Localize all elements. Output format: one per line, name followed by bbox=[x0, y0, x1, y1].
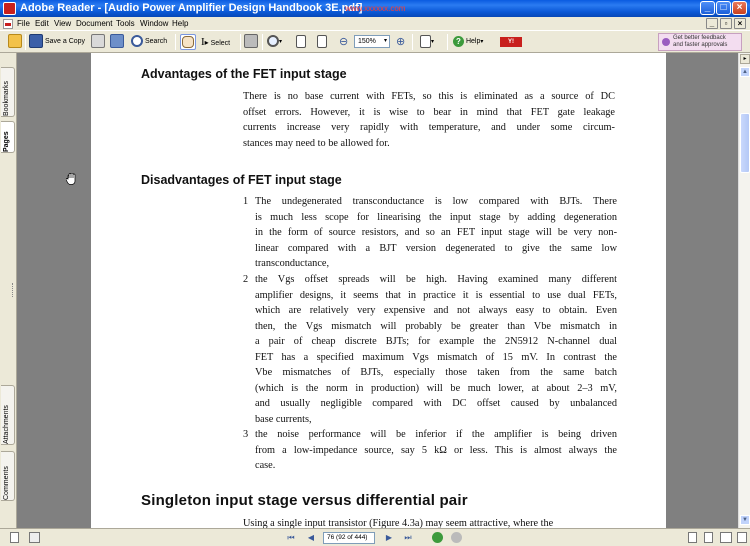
next-view-icon[interactable] bbox=[451, 532, 462, 543]
text-line: then, the Vgs mismatch will probably be greater than Vbe mismatch in bbox=[255, 320, 617, 332]
select-label: Select bbox=[210, 40, 231, 47]
close-button[interactable]: × bbox=[732, 1, 747, 15]
zoom-in-icon: ⊕ bbox=[396, 36, 406, 48]
panel-resize-grip[interactable] bbox=[12, 283, 15, 297]
tab-comments[interactable] bbox=[1, 451, 15, 501]
list-item-number: 3 bbox=[243, 429, 249, 440]
document-workspace[interactable] bbox=[17, 53, 738, 528]
menu-bar bbox=[0, 17, 750, 31]
chevron-down-icon: ▾ bbox=[480, 39, 484, 45]
tab-attachments-label: Attachments bbox=[3, 405, 10, 444]
yahoo-toolbar-button[interactable] bbox=[500, 34, 522, 50]
doc-restore-button[interactable]: ▫ bbox=[720, 18, 732, 29]
text-line: FET has a specified maximum Vgs mismatch of 15 mV. In contrast the bbox=[255, 351, 617, 363]
menu-document[interactable]: Document bbox=[76, 19, 113, 28]
text-line: offset errors. However, it is wise to bear in mind that FET gate leakage bbox=[243, 106, 615, 118]
scroll-up-arrow-icon[interactable]: ▲ bbox=[740, 67, 750, 77]
camera-icon bbox=[244, 34, 258, 48]
tab-bookmarks[interactable] bbox=[1, 67, 15, 117]
text-line: linear compared with a BJT version degenerated to give the same low bbox=[255, 242, 617, 254]
zoom-out-icon: ⊖ bbox=[339, 36, 349, 48]
continuous-icon[interactable] bbox=[704, 532, 713, 543]
page-number-input[interactable]: 76 (92 of 444) bbox=[323, 532, 375, 544]
navigation-panel bbox=[0, 53, 17, 528]
text-line-partial: Using a single input transistor (Figure 4.3a) may seem attractive, where the bbox=[243, 518, 554, 528]
zoom-level-input[interactable] bbox=[354, 35, 390, 48]
facing-icon[interactable] bbox=[720, 532, 732, 543]
heading-disadvantages: Disadvantages of FET input stage bbox=[141, 173, 342, 187]
hand-cursor-icon bbox=[66, 173, 77, 185]
heading-singleton-vs-differential: Singleton input stage versus differential pair bbox=[141, 492, 468, 509]
help-button[interactable] bbox=[453, 34, 483, 50]
menu-edit[interactable]: Edit bbox=[35, 19, 49, 28]
text-line: The undegenerated transconductance is low compared with BJTs. There bbox=[255, 196, 617, 207]
scroll-down-arrow-icon[interactable]: ▼ bbox=[740, 515, 750, 525]
paragraph-advantages bbox=[243, 89, 615, 151]
zoom-level-value: 150% bbox=[358, 38, 376, 45]
text-line: which are relatively very expensive and not always easy to obtain. Even bbox=[255, 305, 617, 316]
title-bar bbox=[0, 0, 750, 17]
zoom-out-button[interactable] bbox=[339, 34, 348, 50]
text-line: case. bbox=[255, 460, 276, 471]
previous-page-button[interactable] bbox=[305, 532, 317, 543]
text-line: the Vgs offset spreads will be high. Having examined many different bbox=[255, 274, 617, 285]
text-line: There is no base current with FETs, so this is eliminated as a source of DC bbox=[243, 91, 615, 102]
actual-size-button[interactable] bbox=[296, 34, 306, 50]
vertical-scrollbar[interactable] bbox=[738, 53, 750, 528]
toolbar-separator bbox=[262, 34, 263, 50]
menu-view[interactable]: View bbox=[54, 19, 72, 28]
fit-page-button[interactable] bbox=[317, 34, 327, 50]
text-line: in the form of source resistors, and so an FET input stage will be very non- bbox=[255, 227, 617, 238]
zoom-tool-button[interactable] bbox=[267, 34, 282, 50]
pdf-page bbox=[91, 53, 666, 528]
text-line: base currents, bbox=[255, 413, 312, 425]
text-line: stances may need to be allowed for. bbox=[243, 137, 390, 149]
adobe-reader-icon bbox=[3, 2, 16, 15]
chevron-down-icon: ▾ bbox=[431, 39, 435, 45]
toolbar-separator bbox=[240, 34, 241, 50]
email-icon bbox=[110, 34, 124, 48]
next-page-button[interactable] bbox=[383, 532, 395, 543]
search-icon bbox=[131, 35, 143, 47]
rotate-icon bbox=[420, 35, 431, 48]
text-line: and usually negligible compared with DC offset caused by unbalanced bbox=[255, 398, 617, 409]
list-item-number: 2 bbox=[243, 274, 249, 285]
tab-pages[interactable] bbox=[1, 121, 15, 153]
status-bar bbox=[0, 528, 750, 546]
text-line: is much less scope for linearising the input stage by adding degeneration bbox=[255, 211, 617, 223]
yahoo-icon: Y! bbox=[500, 37, 522, 47]
feedback-banner[interactable] bbox=[658, 33, 742, 51]
menu-window[interactable]: Window bbox=[140, 19, 169, 28]
toolbar-separator bbox=[412, 34, 413, 50]
previous-page-icon: ◀ bbox=[307, 533, 315, 542]
menu-file[interactable]: File bbox=[17, 19, 30, 28]
minimize-button[interactable]: _ bbox=[700, 1, 715, 15]
open-button[interactable] bbox=[8, 34, 22, 50]
hand-tool-button[interactable] bbox=[180, 34, 196, 50]
tab-attachments[interactable] bbox=[1, 385, 15, 445]
next-page-icon: ▶ bbox=[385, 533, 393, 542]
menu-help[interactable]: Help bbox=[172, 19, 189, 28]
save-copy-button[interactable] bbox=[29, 34, 85, 50]
select-tool-button[interactable] bbox=[201, 34, 230, 50]
feedback-line-2: and faster approvals bbox=[673, 42, 728, 48]
search-button[interactable] bbox=[131, 34, 167, 50]
print-button[interactable] bbox=[91, 34, 105, 50]
menu-tools[interactable]: Tools bbox=[116, 19, 135, 28]
page-size-icon bbox=[10, 532, 19, 543]
list-item-number: 1 bbox=[243, 196, 249, 207]
text-line: currents increase very rapidly with temperature, and under some circum- bbox=[243, 122, 615, 133]
help-icon: ? bbox=[453, 36, 464, 47]
toolbar-separator bbox=[175, 34, 176, 50]
last-page-icon: ⏭ bbox=[404, 533, 412, 542]
text-line: amplifier designs, it seems that in practice it is essential to use dual FETs, bbox=[255, 289, 617, 301]
fit-page-icon bbox=[317, 35, 327, 48]
doc-close-button[interactable]: × bbox=[734, 18, 746, 29]
last-page-button[interactable] bbox=[402, 532, 414, 543]
text-line: Vbe mismatches of BJTs, especially those taken from the same batch bbox=[255, 367, 617, 378]
search-label: Search bbox=[144, 38, 168, 45]
save-copy-label: Save a Copy bbox=[44, 38, 86, 45]
tab-comments-label: Comments bbox=[3, 466, 10, 500]
toolbar bbox=[0, 31, 750, 53]
window-title: Adobe Reader - [Audio Power Amplifier Design Handbook 3E.pdf] bbox=[20, 2, 363, 14]
hand-icon bbox=[182, 36, 194, 48]
window-title-watermark: www.xxxxxx.com bbox=[345, 4, 406, 13]
tab-bookmarks-label: Bookmarks bbox=[3, 80, 10, 116]
folder-icon bbox=[8, 34, 22, 48]
single-page-icon[interactable] bbox=[688, 532, 697, 543]
help-label: Help bbox=[465, 38, 481, 45]
toolbar-separator bbox=[25, 34, 26, 50]
heading-advantages: Advantages of the FET input stage bbox=[141, 67, 347, 81]
magnifier-icon bbox=[267, 35, 279, 47]
continuous-facing-icon[interactable] bbox=[737, 532, 747, 543]
text-line: from a low-impedance source, say 5 kΩ or less. This is almost always the bbox=[255, 444, 617, 456]
feedback-line-1: Get better feedback bbox=[673, 35, 726, 41]
maximize-button[interactable]: □ bbox=[716, 1, 731, 15]
text-cursor-icon: I bbox=[201, 36, 205, 48]
rotate-view-button[interactable] bbox=[420, 34, 434, 50]
tab-pages-label: Pages bbox=[3, 131, 10, 152]
panel-menu-arrow-icon[interactable]: ▸ bbox=[740, 54, 750, 64]
thumbnail-icon[interactable] bbox=[29, 532, 40, 543]
text-line: the noise performance will be inferior if the amplifier is being driven bbox=[255, 429, 617, 440]
email-button[interactable] bbox=[110, 34, 124, 50]
chevron-down-icon[interactable]: ▾ bbox=[383, 38, 387, 44]
feedback-icon bbox=[662, 38, 670, 46]
previous-view-icon[interactable] bbox=[432, 532, 443, 543]
zoom-in-button[interactable] bbox=[396, 34, 405, 50]
toolbar-separator bbox=[447, 34, 448, 50]
text-line: (which is the norm in production) will be much lower, at about 2–3 mV, bbox=[255, 382, 617, 394]
first-page-icon: ⏮ bbox=[287, 533, 295, 542]
scrollbar-thumb[interactable] bbox=[740, 113, 750, 173]
printer-icon bbox=[91, 34, 105, 48]
arrow-icon: ▸ bbox=[204, 38, 209, 47]
document-icon[interactable] bbox=[3, 19, 13, 29]
text-line: a pair of cheap discrete BJTs; for example the 2N5912 N-channel dual bbox=[255, 336, 617, 347]
actual-size-icon bbox=[296, 35, 306, 48]
text-line: transconductance, bbox=[255, 258, 330, 269]
doc-minimize-button[interactable]: _ bbox=[706, 18, 718, 29]
snapshot-button[interactable] bbox=[244, 34, 258, 50]
disk-icon bbox=[29, 34, 43, 48]
first-page-button[interactable] bbox=[285, 532, 297, 543]
chevron-down-icon: ▾ bbox=[279, 39, 283, 45]
